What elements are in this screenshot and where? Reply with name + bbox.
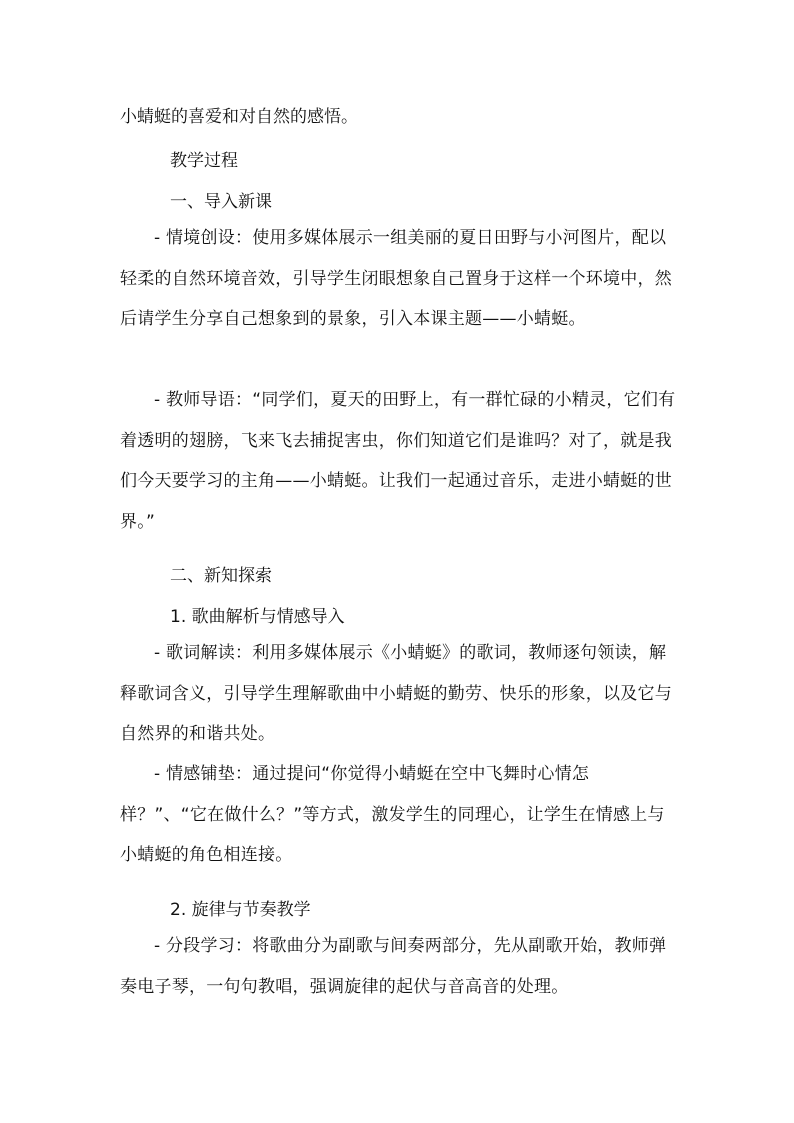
paragraph-continuation: 小蜻蜓的喜爱和对自然的感悟。 — [120, 107, 358, 127]
paragraph-situation-setup: - 情境创设：使用多媒体展示一组美丽的夏日田野与小河图片，配以轻柔的自然环境音效，引导学生闭眼想象自己置身于这样一个环境中，然后请学生分享自己想象到的景象，引入本课主题——小蜻蜓。 — [120, 228, 672, 329]
paragraph-teacher-introduction: - 教师导语：“同学们，夏天的田野上，有一群忙碌的小精灵，它们有着透明的翅膀，飞来飞去捕捉害虫，你们知道它们是谁吗？对了，就是我们今天要学习的主角——小蜻蜓。让我们一起通过音乐，走进小蜻蜓的世界。” — [120, 390, 676, 532]
heading-intro-new-lesson: 一、导入新课 — [170, 192, 272, 212]
section-title-teaching-process: 教学过程 — [170, 151, 238, 171]
paragraph-emotional-preparation: - 情感铺垫：通过提问“你觉得小蜻蜓在空中飞舞时心情怎样？”、“它在做什么？”等方式，激发学生的同理心，让学生在情感上与小蜻蜓的角色相连接。 — [120, 764, 665, 865]
heading-new-knowledge-exploration: 二、新知探索 — [170, 566, 272, 586]
paragraph-section-learning: - 分段学习：将歌曲分为副歌与间奏两部分，先从副歌开始，教师弹奏电子琴，一句句教唱，强调旋律的起伏与音高音的处理。 — [120, 936, 667, 997]
paragraph-lyrics-reading: - 歌词解读：利用多媒体展示《小蜻蜓》的歌词，教师逐句领读，解释歌词含义，引导学生理解歌曲中小蜻蜓的勤劳、快乐的形象，以及它与自然界的和谐共处。 — [120, 643, 672, 744]
subheading-song-analysis: 1. 歌曲解析与情感导入 — [170, 607, 345, 627]
subheading-melody-rhythm: 2. 旋律与节奏教学 — [170, 900, 311, 920]
